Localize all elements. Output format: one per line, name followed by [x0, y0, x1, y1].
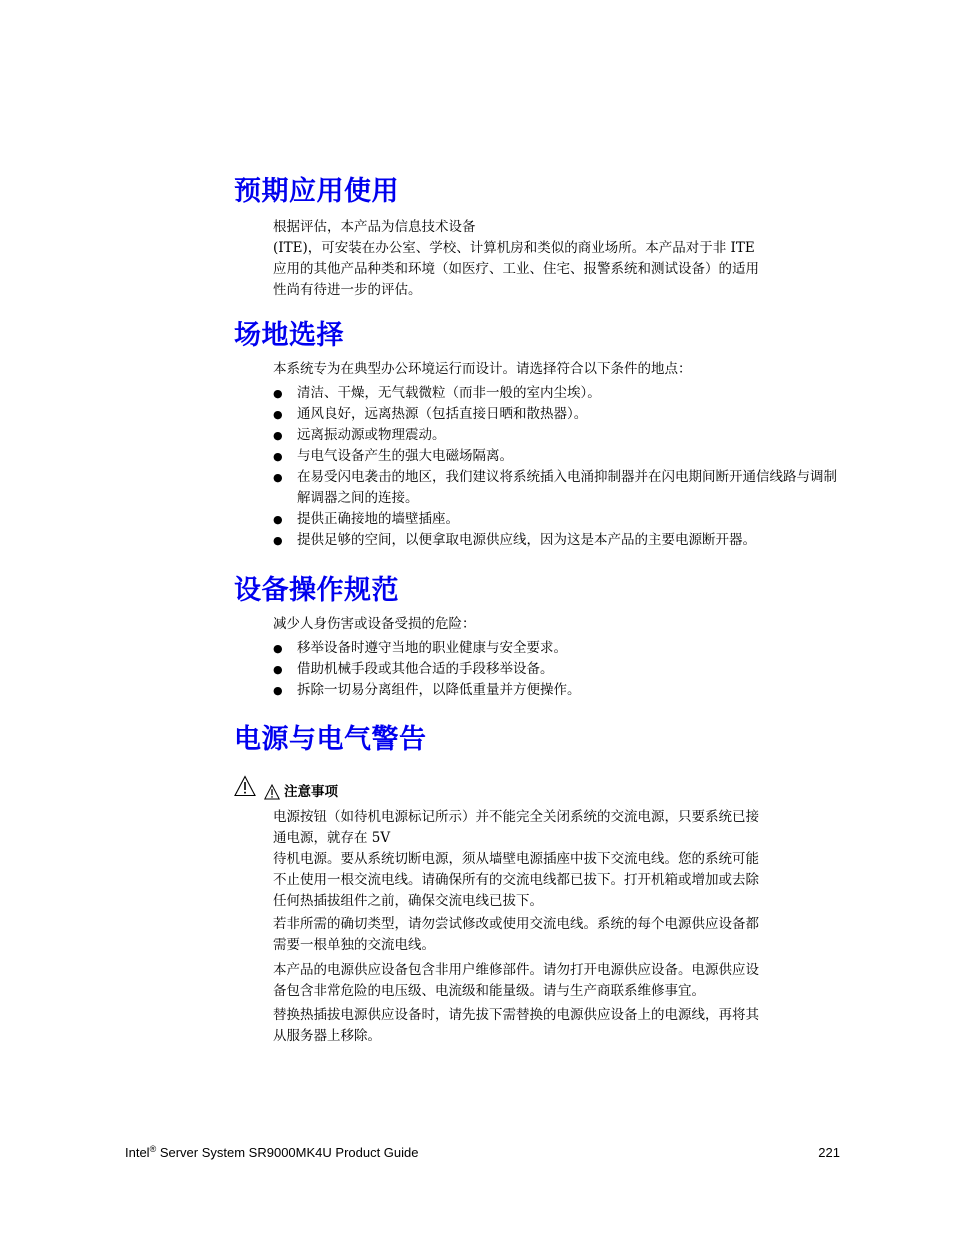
- body-line: (ITE)，可安装在办公室、学校、计算机房和类似的商业场所。本产品对于非 ITE: [273, 240, 755, 256]
- bullet-icon: ●: [273, 471, 283, 484]
- list-item: [273, 467, 839, 509]
- body-line: 本产品的电源供应设备包含非用户维修部件。请勿打开电源供应设备。电源供应设: [273, 962, 759, 978]
- body-line: 从服务器上移除。: [273, 1028, 381, 1044]
- bullet-icon: ●: [273, 450, 283, 463]
- body-line: 性尚有待进一步的评估。: [273, 282, 422, 298]
- bullet-icon: ●: [273, 684, 283, 697]
- heading-power-warnings: 电源与电气警告: [234, 724, 427, 755]
- body-line: 若非所需的确切类型，请勿尝试修改或使用交流电线。系统的每个电源供应设备都: [273, 916, 759, 932]
- list-item: [273, 425, 839, 446]
- page-number: 221: [818, 1145, 840, 1160]
- list-item: [273, 383, 839, 404]
- list-item: [273, 638, 839, 659]
- warning-triangle-icon: [264, 784, 280, 800]
- power-warning-paragraph-1: [273, 807, 839, 912]
- list-item-text: 借助机械手段或其他合适的手段移举设备。: [297, 661, 554, 677]
- bullet-icon: ●: [273, 642, 283, 655]
- list-item-text: 清洁、干燥，无气载微粒（而非一般的室内尘埃）。: [297, 385, 601, 401]
- body-line: 根据评估，本产品为信息技术设备: [273, 219, 476, 235]
- list-item-text: 拆除一切易分离组件，以降低重量并方便操作。: [297, 682, 581, 698]
- body-line: 待机电源。要从系统切断电源，须从墙壁电源插座中拔下交流电线。您的系统可能: [273, 851, 759, 867]
- body-line: 不止使用一根交流电线。请确保所有的交流电线都已拔下。打开机箱或增加或去除: [273, 872, 759, 888]
- body-line: 应用的其他产品种类和环境（如医疗、工业、住宅、报警系统和测试设备）的适用: [273, 261, 759, 277]
- heading-intended-use: 预期应用使用: [234, 176, 399, 207]
- body-line: 任何热插拔组件之前，确保交流电线已拔下。: [273, 893, 543, 909]
- list-item-text: 远离振动源或物理震动。: [297, 427, 446, 443]
- caution-header: [234, 775, 534, 805]
- list-item-text: 通风良好，远离热源（包括直接日晒和散热器）。: [297, 406, 588, 422]
- registered-mark: ®: [149, 1144, 157, 1154]
- list-item-text: 提供正确接地的墙壁插座。: [297, 511, 459, 527]
- power-warning-paragraph-2: [273, 914, 839, 956]
- body-line: 需要一根单独的交流电线。: [273, 937, 435, 953]
- bullet-icon: ●: [273, 534, 283, 547]
- list-item-text: 在易受闪电袭击的地区，我们建议将系统插入电涌抑制器并在闪电期间断开通信线路与调制解调器之间的连接。: [297, 469, 837, 506]
- body-line: 备包含非常危险的电压级、电流级和能量级。请与生产商联系维修事宜。: [273, 983, 705, 999]
- site-selection-intro: [273, 359, 839, 380]
- intended-use-body: [273, 217, 839, 301]
- list-item-text: 与电气设备产生的强大电磁场隔离。: [297, 448, 513, 464]
- bullet-icon: ●: [273, 429, 283, 442]
- power-warning-paragraph-4: [273, 1005, 839, 1047]
- heading-site-selection: 场地选择: [234, 320, 344, 351]
- list-item: [273, 680, 839, 701]
- warning-triangle-icon: [234, 775, 256, 797]
- intro-text: 减少人身伤害或设备受损的危险：: [273, 616, 476, 632]
- body-line: 电源按钮（如待机电源标记所示）并不能完全关闭系统的交流电源，只要系统已接: [273, 809, 759, 825]
- footer-brand: Intel: [125, 1145, 150, 1160]
- footer-product-title: Server System SR9000MK4U Product Guide: [156, 1145, 419, 1160]
- bullet-icon: ●: [273, 408, 283, 421]
- bullet-icon: ●: [273, 663, 283, 676]
- list-item-text: 移举设备时遵守当地的职业健康与安全要求。: [297, 640, 567, 656]
- site-selection-list: [273, 383, 839, 551]
- body-line: 替换热插拔电源供应设备时，请先拔下需替换的电源供应设备上的电源线，再将其: [273, 1007, 759, 1023]
- footer-title: [125, 1144, 419, 1162]
- body-line: 通电源，就存在 5V: [273, 830, 391, 846]
- heading-equipment-handling: 设备操作规范: [234, 575, 399, 606]
- equipment-handling-intro: [273, 614, 839, 635]
- equipment-handling-list: [273, 638, 839, 701]
- list-item: [273, 509, 839, 530]
- power-warning-paragraph-3: [273, 960, 839, 1002]
- bullet-icon: ●: [273, 513, 283, 526]
- list-item-text: 提供足够的空间，以便拿取电源供应线，因为这是本产品的主要电源断开器。: [297, 532, 756, 548]
- list-item: [273, 446, 839, 467]
- caution-label: 注意事项: [284, 784, 338, 800]
- list-item: [273, 530, 839, 551]
- list-item: [273, 659, 839, 680]
- bullet-icon: ●: [273, 387, 283, 400]
- intro-text: 本系统专为在典型办公环境运行而设计。请选择符合以下条件的地点：: [273, 361, 692, 377]
- list-item: [273, 404, 839, 425]
